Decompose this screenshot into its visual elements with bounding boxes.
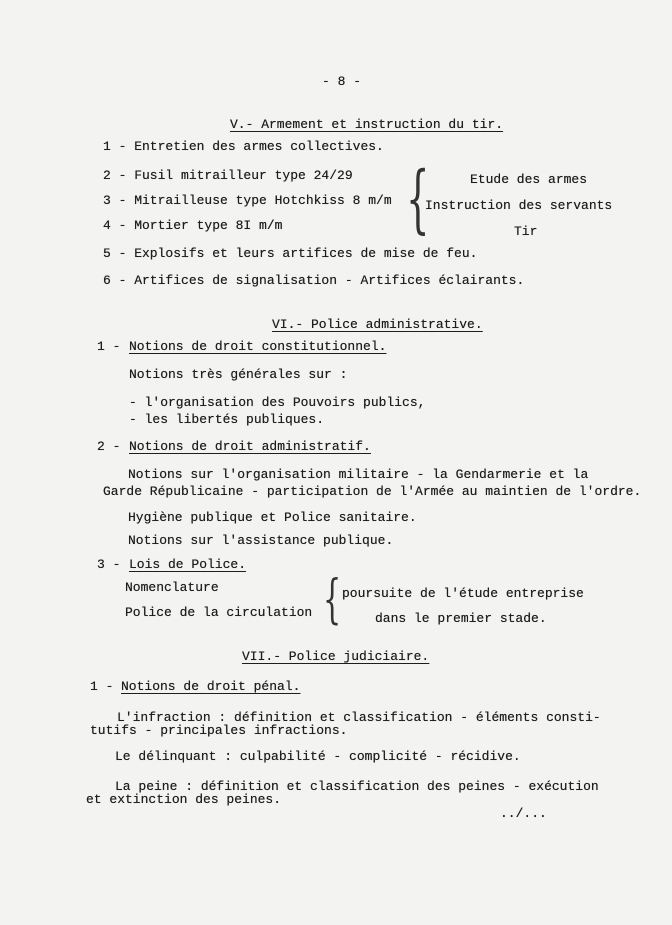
section-vi-sub1-intro: Notions très générales sur : bbox=[129, 367, 348, 382]
section-vii-sub1-title: Notions de droit pénal. bbox=[121, 679, 301, 694]
section-vii-p2: Le délinquant : culpabilité - complicité - récidive. bbox=[115, 749, 521, 764]
section-vi-sub3-number: 3 - bbox=[97, 557, 121, 572]
brace-label-etude: Etude des armes bbox=[470, 172, 588, 187]
page-number: - 8 - bbox=[322, 74, 362, 89]
brace-label-instruction: Instruction des servants bbox=[425, 198, 613, 213]
section-v-item-3: 3 - Mitrailleuse type Hotchkiss 8 m/m bbox=[103, 193, 392, 208]
section-vi-sub3-title: Lois de Police. bbox=[129, 557, 247, 572]
section-vii-sub1-number: 1 - bbox=[90, 679, 114, 694]
section-vi-sub3-right-2: dans le premier stade. bbox=[375, 611, 547, 626]
section-vi-sub3-brace: { bbox=[323, 570, 342, 630]
section-vi-sub1-bullet-1: - l'organisation des Pouvoirs publics, bbox=[129, 395, 426, 410]
section-vi-sub2-line-3: Hygiène publique et Police sanitaire. bbox=[128, 510, 417, 525]
section-vi-sub1-number: 1 - bbox=[97, 339, 121, 354]
section-v-brace: { bbox=[406, 156, 430, 242]
section-vi-heading: VI.- Police administrative. bbox=[272, 317, 483, 332]
section-vi-sub2-line-1: Notions sur l'organisation militaire - la Gendarmerie et la bbox=[128, 467, 589, 482]
section-vi-sub3-left-2: Police de la circulation bbox=[125, 605, 313, 620]
section-v-item-4: 4 - Mortier type 8I m/m bbox=[103, 218, 283, 233]
section-v-item-6: 6 - Artifices de signalisation - Artifices éclairants. bbox=[103, 273, 525, 288]
section-vi-sub1-title: Notions de droit constitutionnel. bbox=[129, 339, 387, 354]
section-vii-p3-line-2: et extinction des peines. bbox=[86, 792, 282, 807]
section-vii-p1-line-1: L'infraction : définition et classification - éléments consti- bbox=[117, 710, 601, 725]
section-v-item-2: 2 - Fusil mitrailleur type 24/29 bbox=[103, 168, 353, 183]
section-vi-sub1-bullet-2: - les libertés publiques. bbox=[129, 412, 325, 427]
section-vi-sub2-line-4: Notions sur l'assistance publique. bbox=[128, 533, 394, 548]
section-v-heading: V.- Armement et instruction du tir. bbox=[230, 117, 504, 132]
continuation-mark: ../... bbox=[500, 806, 547, 821]
section-v-item-1: 1 - Entretien des armes collectives. bbox=[103, 139, 384, 154]
section-vi-sub3-right-1: poursuite de l'étude entreprise bbox=[342, 586, 584, 601]
section-vi-sub3-left-1: Nomenclature bbox=[125, 580, 219, 595]
section-vii-p1-line-2: tutifs - principales infractions. bbox=[90, 723, 348, 738]
section-v-item-5: 5 - Explosifs et leurs artifices de mise de feu. bbox=[103, 246, 478, 261]
section-vii-heading: VII.- Police judiciaire. bbox=[242, 649, 430, 664]
section-vi-sub2-title: Notions de droit administratif. bbox=[129, 439, 371, 454]
brace-label-tir: Tir bbox=[514, 224, 538, 239]
section-vii-p3-line-1: La peine : définition et classification des peines - exécution bbox=[115, 779, 599, 794]
section-vi-sub2-line-2: Garde Républicaine - participation de l'Armée au maintien de l'ordre. bbox=[103, 484, 642, 499]
section-vi-sub2-number: 2 - bbox=[97, 439, 121, 454]
